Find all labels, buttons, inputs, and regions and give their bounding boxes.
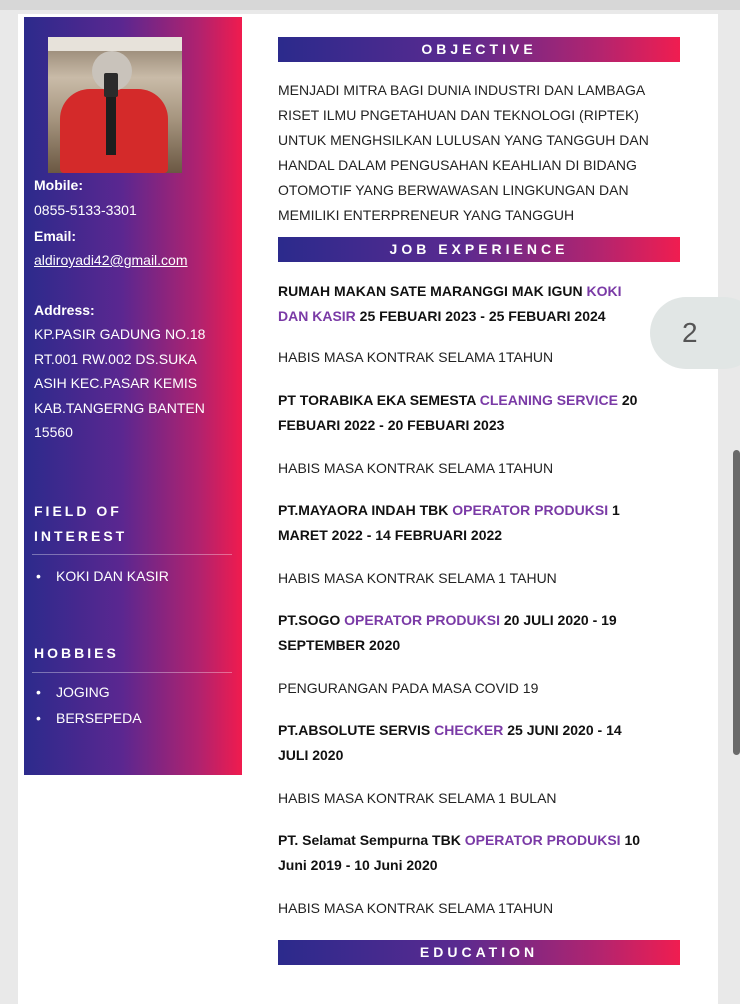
job-entry-note: HABIS MASA KONTRAK SELAMA 1TAHUN	[278, 460, 554, 476]
divider	[32, 672, 232, 673]
divider	[32, 554, 232, 555]
job-entry-title: PT.ABSOLUTE SERVIS CHECKER 25 JUNI 2020 - 14 JULI 2020	[278, 722, 622, 763]
address-label: Address:	[34, 302, 95, 318]
list-item: • JOGING	[34, 679, 142, 705]
job-entry-title: PT.MAYAORA INDAH TBK OPERATOR PRODUKSI 1 MARET 2022 - 14 FEBRUARI 2022	[278, 502, 620, 543]
job-entry-note: HABIS MASA KONTRAK SELAMA 1 TAHUN	[278, 570, 557, 586]
sidebar	[24, 17, 242, 775]
job-entry-note: PENGURANGAN PADA MASA COVID 19	[278, 680, 539, 696]
field-of-interest-list	[34, 563, 169, 589]
job-entry-title: RUMAH MAKAN SATE MARANGGI MAK IGUN KOKI DAN KASIR 25 FEBUARI 2023 - 25 FEBUARI 2024	[278, 283, 622, 324]
job-entry-note: HABIS MASA KONTRAK SELAMA 1 BULAN	[278, 790, 557, 806]
address-text: KP.PASIR GADUNG NO.18 RT.001 RW.002 DS.SUKA ASIH KEC.PASAR KEMIS KAB.TANGERNG BANTEN 15560	[34, 326, 206, 440]
objective-heading: OBJECTIVE	[278, 37, 680, 62]
page-number-badge: 2	[650, 297, 740, 369]
job-entry-title: PT. Selamat Sempurna TBK OPERATOR PRODUKSI 10 Juni 2019 - 10 Juni 2020	[278, 832, 641, 873]
email-link[interactable]: aldiroyadi42@gmail.com	[34, 252, 188, 268]
objective-text: MENJADI MITRA BAGI DUNIA INDUSTRI DAN LAMBAGA RISET ILMU PNGETAHUAN DAN TEKNOLOGI (RIPTEK) UNTUK MENGHSILKAN LULUSAN YANG TANGGUH DAN HANDAL DALAM PENGUSAHAN KEAHLIAN DI BIDANG OTOMOTIF YANG BERWAWASAN LINGKUNGAN DAN MEMILIKI ENTERPRENEUR YANG TANGGUH	[278, 82, 649, 223]
field-of-interest-heading: FIELD OF INTEREST	[34, 503, 128, 544]
mobile-number: 0855-5133-3301	[34, 202, 137, 218]
scrollbar[interactable]	[733, 450, 740, 755]
mobile-label: Mobile:	[34, 177, 83, 193]
profile-photo	[48, 37, 182, 173]
job-entry-note: HABIS MASA KONTRAK SELAMA 1TAHUN	[278, 349, 554, 365]
top-bar	[0, 0, 740, 10]
job-experience-heading: JOB EXPERIENCE	[278, 237, 680, 262]
list-item: • KOKI DAN KASIR	[34, 563, 169, 589]
hobbies-list	[34, 679, 142, 731]
list-item: • BERSEPEDA	[34, 705, 142, 731]
job-entry-title: PT TORABIKA EKA SEMESTA CLEANING SERVICE 20 FEBUARI 2022 - 20 FEBUARI 2023	[278, 392, 638, 433]
job-entry-note: HABIS MASA KONTRAK SELAMA 1TAHUN	[278, 900, 554, 916]
hobbies-heading: HOBBIES	[34, 645, 119, 661]
email-label: Email:	[34, 228, 77, 244]
education-heading: EDUCATION	[278, 940, 680, 965]
job-entry-title: PT.SOGO OPERATOR PRODUKSI 20 JULI 2020 - 19 SEPTEMBER 2020	[278, 612, 617, 653]
